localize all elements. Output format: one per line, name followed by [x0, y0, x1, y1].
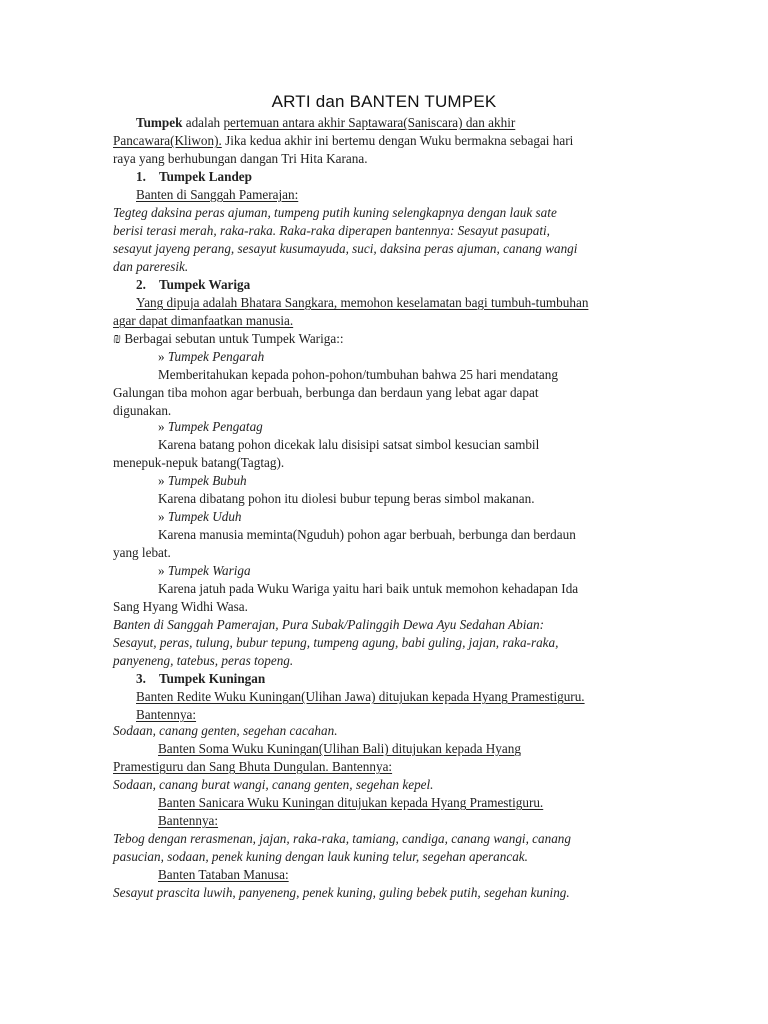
name-item-pengarah: » Tumpek Pengarah: [158, 349, 265, 364]
paragraph-line: Banten Redite Wuku Kuningan(Ulihan Jawa) ditujukan kepada Hyang Pramestiguru.: [136, 689, 585, 704]
bullet-icon: »: [158, 563, 168, 578]
paragraph-line: yang lebat.: [113, 545, 171, 560]
name-item-wariga: » Tumpek Wariga: [158, 563, 251, 578]
paragraph-line: Memberitahukan kepada pohon-pohon/tumbuhan bahwa 25 hari mendatang: [158, 367, 558, 382]
name-item-pengatag: » Tumpek Pengatag: [158, 419, 263, 434]
name-item-uduh: » Tumpek Uduh: [158, 509, 242, 524]
paragraph-line: Karena batang pohon dicekak lalu disisipi satsat simbol kesucian sambil: [158, 437, 540, 452]
intro-line-2: Pancawara(Kliwon). Jika kedua akhir ini bertemu dengan Wuku bermakna sebagai hari: [113, 133, 574, 148]
paragraph-line: Yang dipuja adalah Bhatara Sangkara, memohon keselamatan bagi tumbuh-tumbuhan: [136, 295, 589, 310]
subheading-banten-sanggah: Banten di Sanggah Pamerajan:: [136, 187, 299, 202]
paragraph-line: Galungan tiba mohon agar berbuah, berbunga dan berdaun yang lebat agar dapat: [113, 385, 539, 400]
paragraph-line: Sang Hyang Widhi Wasa.: [113, 599, 248, 614]
intro-term: Tumpek: [136, 115, 183, 130]
paragraph-line: Bantennya:: [136, 707, 197, 722]
intro-line-3: raya yang berhubungan dangan Tri Hita Karana.: [113, 151, 368, 166]
paragraph-line: menepuk-nepuk batang(Tagtag).: [113, 455, 285, 470]
paragraph-line: pasucian, sodaan, penek kuning dengan lauk kuning telur, segehan aperancak.: [113, 849, 528, 864]
bullet-icon: »: [158, 419, 168, 434]
bullet-icon: »: [158, 349, 168, 364]
section-heading-tumpek-landep: 1. Tumpek Landep: [136, 169, 252, 184]
paragraph-line: digunakan.: [113, 403, 172, 418]
paragraph-line: Sodaan, canang genten, segehan cacahan.: [113, 723, 338, 738]
paragraph-line: Tebog dengan rerasmenan, jajan, raka-raka, tamiang, candiga, canang wangi, canang: [113, 831, 571, 846]
bullet-icon: »: [158, 473, 168, 488]
shekel-symbol-icon: ₪: [113, 331, 122, 346]
paragraph-line: Banten di Sanggah Pamerajan, Pura Subak/Palinggih Dewa Ayu Sedahan Abian:: [113, 617, 544, 632]
section-heading-tumpek-kuningan: 3. Tumpek Kuningan: [136, 671, 266, 686]
paragraph-line: Banten Soma Wuku Kuningan(Ulihan Bali) ditujukan kepada Hyang: [158, 741, 521, 756]
paragraph-line: Banten Sanicara Wuku Kuningan ditujukan kepada Hyang Pramestiguru.: [158, 795, 544, 810]
paragraph-line: Pramestiguru dan Sang Bhuta Dungulan. Bantennya:: [113, 759, 393, 774]
paragraph-line: berisi terasi merah, raka-raka. Raka-raka diperapen bantennya: Sesayut pasupati,: [113, 223, 550, 238]
name-item-bubuh: » Tumpek Bubuh: [158, 473, 247, 488]
bullet-icon: »: [158, 509, 168, 524]
page-title: ARTI dan BANTEN TUMPEK: [271, 92, 497, 111]
intro-definition-link: pertemuan antara akhir Saptawara(Saniscara) dan akhir: [223, 115, 516, 130]
section-heading-tumpek-wariga: 2. Tumpek Wariga: [136, 277, 251, 292]
paragraph-line: Karena jatuh pada Wuku Wariga yaitu hari baik untuk memohon kehadapan Ida: [158, 581, 579, 596]
paragraph-line: Sodaan, canang burat wangi, canang genten, segehan kepel.: [113, 777, 434, 792]
paragraph-line: sesayut jayeng perang, sesayut kusumayuda, suci, daksina peras ajuman, canang wangi: [113, 241, 578, 256]
paragraph-line: Tegteg daksina peras ajuman, tumpeng putih kuning selengkapnya dengan lauk sate: [113, 205, 557, 220]
paragraph-line: panyeneng, tatebus, peras topeng.: [113, 653, 294, 668]
paragraph-line: Banten Tataban Manusa:: [158, 867, 289, 882]
names-list-label: ₪ Berbagai sebutan untuk Tumpek Wariga::: [113, 331, 344, 346]
paragraph-line: Karena dibatang pohon itu diolesi bubur tepung beras simbol makanan.: [158, 491, 535, 506]
paragraph-line: Karena manusia meminta(Nguduh) pohon agar berbuah, berbunga dan berdaun: [158, 527, 576, 542]
paragraph-line: Bantennya:: [158, 813, 219, 828]
paragraph-line: Sesayut prascita luwih, panyeneng, penek kuning, guling bebek putih, segehan kuning.: [113, 885, 570, 900]
intro-line-1: Tumpek adalah pertemuan antara akhir Saptawara(Saniscara) dan akhir: [136, 115, 516, 130]
paragraph-line: Sesayut, peras, tulung, bubur tepung, tumpeng agung, babi guling, jajan, raka-raka,: [113, 635, 559, 650]
paragraph-line: dan pareresik.: [113, 259, 189, 274]
paragraph-line: agar dapat dimanfaatkan manusia.: [113, 313, 294, 328]
